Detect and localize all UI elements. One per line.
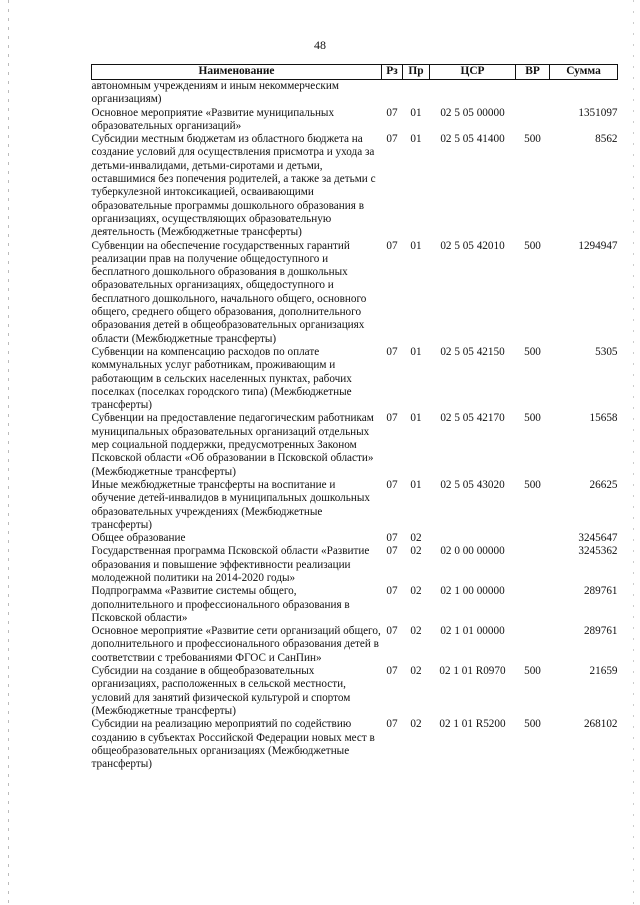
cell-csr: 02 5 05 42170: [440, 412, 505, 425]
cell-vr: 500: [524, 665, 541, 678]
table-row: [92, 625, 618, 665]
cell-sum: 5305: [595, 345, 618, 358]
cell-rz: 07: [386, 412, 398, 425]
cell-vr: 500: [524, 718, 541, 731]
table-row: [92, 133, 618, 239]
header-sum: Сумма: [550, 65, 618, 80]
table-row: [92, 107, 618, 134]
cell-name: Субвенции на обеспечение государственных гарантий реализации прав на получение общедоступного и бесплатного дошкольного образования в дошкольных образовательных организациях, общедоступного и бесплатного дошкольного, начального общего, основного общего, среднего общего образования, дополнительного образования детей в общеобразовательных организациях области (Межбюджетные трансферты): [91, 239, 367, 345]
cell-rz: 07: [386, 478, 398, 491]
cell-vr: 500: [524, 412, 541, 425]
page-number: 48: [314, 38, 326, 52]
table-row: [92, 240, 618, 346]
cell-pr: 01: [410, 239, 422, 252]
cell-rz: 07: [386, 545, 398, 558]
table-row: [92, 665, 618, 718]
cell-pr: 02: [410, 625, 422, 638]
cell-sum: 3245362: [578, 545, 618, 558]
cell-pr: 01: [410, 133, 422, 146]
cell-vr: 500: [524, 239, 541, 252]
cell-pr: 02: [410, 532, 422, 545]
cell-pr: 02: [410, 585, 422, 598]
cell-csr: [430, 80, 516, 107]
cell-csr: 02 5 05 00000: [440, 106, 505, 119]
table-row: [92, 479, 618, 532]
cell-name: Субсидии на создание в общеобразовательных организациях, расположенных в сельской местности, условий для занятий физической культурой и спортом (Межбюджетные трансферты): [91, 665, 351, 717]
cell-vr: [516, 545, 550, 585]
cell-csr: 02 5 05 42010: [440, 239, 505, 252]
cell-pr: 01: [410, 478, 422, 491]
table-row: [92, 585, 618, 625]
cell-csr: 02 1 01 00000: [440, 625, 505, 638]
cell-name: автономным учреждениям и иным некоммерческим организациям): [91, 80, 339, 106]
cell-rz: 07: [386, 106, 398, 119]
table-row: [92, 545, 618, 585]
cell-sum: 26625: [589, 478, 618, 491]
cell-name: Субсидии на реализацию мероприятий по содействию созданию в субъектах Российской Федерации новых мест в общеобразовательных организациях (Межбюджетные трансферты): [91, 718, 375, 771]
cell-vr: [516, 107, 550, 134]
cell-rz: [382, 80, 403, 107]
cell-pr: 02: [410, 545, 422, 558]
cell-sum: 21659: [589, 665, 618, 678]
cell-csr: 02 1 01 R0970: [439, 665, 506, 678]
cell-sum: 268102: [583, 718, 618, 731]
cell-pr: 01: [410, 106, 422, 119]
header-csr: ЦСР: [430, 65, 516, 80]
cell-vr: [516, 585, 550, 625]
cell-rz: 07: [386, 239, 398, 252]
table-row: [92, 412, 618, 478]
cell-sum: 1351097: [578, 106, 618, 119]
table-row: [92, 718, 618, 771]
cell-sum: 289761: [583, 585, 618, 598]
cell-csr: 02 1 00 00000: [440, 585, 505, 598]
cell-name: Подпрограмма «Развитие системы общего, дополнительного и профессионального образования в Псковской области»: [91, 585, 350, 624]
table-header-row: [92, 65, 618, 80]
cell-csr: 02 5 05 42150: [440, 345, 505, 358]
cell-pr: 02: [410, 665, 422, 678]
scan-edge-left: [8, 0, 9, 905]
cell-csr: 02 1 01 R5200: [439, 718, 506, 731]
cell-vr: 500: [524, 345, 541, 358]
cell-name: Субсидии местным бюджетам из областного бюджета на создание условий для осуществления присмотра и ухода за детьми-инвалидами, детьми-сиротами и детьми, оставшимися без попечения родителей, а также за детьми с туберкулезной интоксикацией, осваивающими образовательные программы дошкольного образования в организациях, осуществляющих образовательную деятельность (Межбюджетные трансферты): [91, 133, 376, 239]
cell-name: Иные межбюджетные трансферты на воспитание и обучение детей-инвалидов в муниципальных дошкольных образовательных учреждениях (Межбюджетные трансферты): [91, 478, 370, 531]
cell-vr: [516, 80, 550, 107]
cell-vr: [516, 625, 550, 665]
cell-csr: 02 0 00 00000: [440, 545, 505, 558]
cell-rz: 07: [386, 625, 398, 638]
cell-rz: 07: [386, 718, 398, 731]
cell-pr: 01: [410, 345, 422, 358]
cell-rz: 07: [386, 585, 398, 598]
header-name: Наименование: [92, 65, 382, 80]
budget-table: [91, 64, 618, 771]
cell-sum: 3245647: [578, 532, 618, 545]
cell-sum: 15658: [589, 412, 618, 425]
cell-rz: 07: [386, 532, 398, 545]
cell-pr: [403, 80, 430, 107]
cell-csr: 02 5 05 43020: [440, 478, 505, 491]
cell-name: Субвенции на компенсацию расходов по оплате коммунальных услуг работникам, проживающим и работающим в сельских населенных пунктах, рабочих поселках (поселках городского типа) (Межбюджетные трансферты): [91, 345, 352, 412]
cell-name: Субвенции на предоставление педагогическим работникам муниципальных образовательных организаций отдельных мер социальной поддержки, предусмотренных Законом Псковской области «Об образовании в Псковской области» (Межбюджетные трансферты): [91, 412, 374, 478]
cell-sum: [550, 80, 618, 107]
cell-name: Общее образование: [91, 532, 186, 545]
cell-rz: 07: [386, 133, 398, 146]
table-row: [92, 80, 618, 107]
cell-vr: 500: [524, 133, 541, 146]
cell-vr: [516, 532, 550, 545]
cell-name: Основное мероприятие «Развитие муниципальных образовательных организаций»: [91, 106, 335, 132]
cell-pr: 01: [410, 412, 422, 425]
cell-csr: [430, 532, 516, 545]
scan-edge-right: [633, 0, 634, 905]
table-row: [92, 532, 618, 545]
cell-sum: 289761: [583, 625, 618, 638]
header-vr: ВР: [516, 65, 550, 80]
table-header: [92, 65, 618, 80]
cell-sum: 8562: [595, 133, 618, 146]
cell-rz: 07: [386, 665, 398, 678]
header-rz: Рз: [382, 65, 403, 80]
header-pr: Пр: [403, 65, 430, 80]
table-row: [92, 346, 618, 412]
table-body: [92, 80, 618, 772]
cell-name: Основное мероприятие «Развитие сети организаций общего, дополнительного и профессионального образования детей в соответствии с требованиями ФГОС и СанПин»: [91, 625, 381, 664]
cell-sum: 1294947: [578, 239, 618, 252]
cell-rz: 07: [386, 345, 398, 358]
cell-pr: 02: [410, 718, 422, 731]
cell-name: Государственная программа Псковской области «Развитие образования и повышение эффективности реализации молодежной политики на 2014-2020 годы»: [91, 545, 370, 584]
cell-vr: 500: [524, 478, 541, 491]
cell-csr: 02 5 05 41400: [440, 133, 505, 146]
